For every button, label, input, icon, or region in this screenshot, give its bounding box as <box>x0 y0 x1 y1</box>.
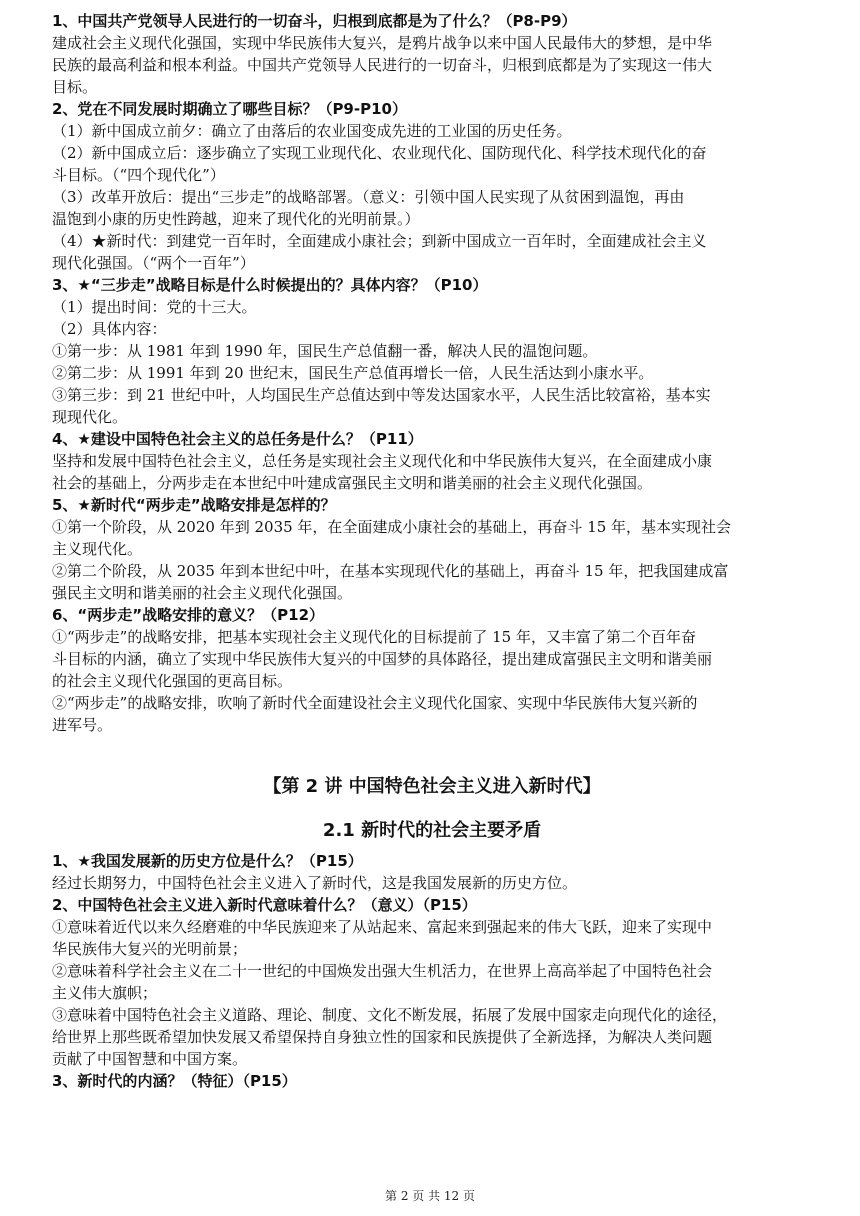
text-line: 现现代化。 <box>52 408 128 426</box>
text-line: ②“两步走”的战略安排，吹响了新时代全面建设社会主义现代化国家、实现中华民族伟大复兴新的 <box>52 694 698 712</box>
page-footer: 第 2 页 共 12 页 <box>385 1189 475 1203</box>
question-heading: 3、新时代的内涵？（特征）（P15） <box>52 1072 297 1090</box>
text-line: ②意味着科学社会主义在二十一世纪的中国焕发出强大生机活力，在世界上高高举起了中国特色社会 <box>52 962 713 980</box>
question-heading: 4、★建设中国特色社会主义的总任务是什么？（P11） <box>52 430 423 448</box>
text-line: ①意味着近代以来久经磨难的中华民族迎来了从站起来、富起来到强起来的伟大飞跃，迎来了实现中 <box>52 918 713 936</box>
text-line: （1）提出时间：党的十三大。 <box>52 298 257 316</box>
question-heading: 2、中国特色社会主义进入新时代意味着什么？（意义）（P15） <box>52 896 477 914</box>
text-line: ①“两步走”的战略安排，把基本实现社会主义现代化的目标提前了 15 年，又丰富了第二个百年奋 <box>52 628 696 646</box>
spacer <box>52 736 812 774</box>
text-line: 强民主文明和谐美丽的社会主义现代化强国。 <box>52 584 353 602</box>
text-line: 社会的基础上，分两步走在本世纪中叶建成富强民主文明和谐美丽的社会主义现代化强国。 <box>52 474 653 492</box>
text-line: 经过长期努力，中国特色社会主义进入了新时代，这是我国发展新的历史方位。 <box>52 874 578 892</box>
text-line: 华民族伟大复兴的光明前景； <box>52 940 248 958</box>
text-line: 斗目标。（“四个现代化”） <box>52 166 225 184</box>
text-line: ①第一个阶段，从 2020 年到 2035 年，在全面建成小康社会的基础上，再奋斗 15 年，基本实现社会 <box>52 518 732 536</box>
text-line: ①第一步：从 1981 年到 1990 年，国民生产总值翻一番，解决人民的温饱问题。 <box>52 342 598 360</box>
text-line: 民族的最高利益和根本利益。中国共产党领导人民进行的一切奋斗，归根到底都是为了实现这一伟大 <box>52 56 713 74</box>
question-heading: 3、★“三步走”战略目标是什么时候提出的？具体内容？（P10） <box>52 276 488 294</box>
text-line: ②第二步：从 1991 年到 20 世纪末，国民生产总值再增长一倍，人民生活达到小康水平。 <box>52 364 654 382</box>
spacer <box>52 800 812 818</box>
question-heading: 5、★新时代“两步走”战略安排是怎样的？ <box>52 496 336 514</box>
text-line: （4）★新时代：到建党一百年时，全面建成小康社会；到新中国成立一百年时，全面建成社会主义 <box>52 232 707 250</box>
text-line: ③第三步：到 21 世纪中叶，人均国民生产总值达到中等发达国家水平，人民生活比较富裕，基本实 <box>52 386 711 404</box>
text-line: 建成社会主义现代化强国，实现中华民族伟大复兴，是鸦片战争以来中国人民最伟大的梦想，是中华 <box>52 34 713 52</box>
text-line: （1）新中国成立前夕：确立了由落后的农业国变成先进的工业国的历史任务。 <box>52 122 572 140</box>
question-heading: 1、中国共产党领导人民进行的一切奋斗，归根到底都是为了什么？（P8-P9） <box>52 12 577 30</box>
text-line: （2）具体内容： <box>52 320 167 338</box>
text-line: 温饱到小康的历史性跨越，迎来了现代化的光明前景。） <box>52 210 420 228</box>
lecture-title: 【第 2 讲 中国特色社会主义进入新时代】 <box>263 776 601 797</box>
text-line: 的社会主义现代化强国的更高目标。 <box>52 672 293 690</box>
document-page <box>52 10 812 1092</box>
text-line: 贡献了中国智慧和中国方案。 <box>52 1050 248 1068</box>
text-line: （2）新中国成立后：逐步确立了实现工业现代化、农业现代化、国防现代化、科学技术现代化的奋 <box>52 144 707 162</box>
text-line: ③意味着中国特色社会主义道路、理论、制度、文化不断发展，拓展了发展中国家走向现代化的途径， <box>52 1006 728 1024</box>
text-line: 给世界上那些既希望加快发展又希望保持自身独立性的国家和民族提供了全新选择，为解决人类问题 <box>52 1028 713 1046</box>
text-line: ②第二个阶段，从 2035 年到本世纪中叶，在基本实现现代化的基础上，再奋斗 15 年，把我国建成富 <box>52 562 729 580</box>
text-line: 现代化强国。（“两个一百年”） <box>52 254 255 272</box>
text-line: 目标。 <box>52 78 98 96</box>
question-heading: 6、“两步走”战略安排的意义？（P12） <box>52 606 325 624</box>
section-title: 2.1 新时代的社会主要矛盾 <box>322 820 542 841</box>
text-line: 坚持和发展中国特色社会主义，总任务是实现社会主义现代化和中华民族伟大复兴，在全面建成小康 <box>52 452 713 470</box>
section-questions-1 <box>52 10 812 736</box>
text-line: 斗目标的内涵，确立了实现中华民族伟大复兴的中国梦的具体路径，提出建成富强民主文明和谐美丽 <box>52 650 713 668</box>
text-line: （3）改革开放后：提出“三步走”的战略部署。（意义：引领中国人民实现了从贫困到温饱，再由 <box>52 188 685 206</box>
section-questions-2 <box>52 850 812 1092</box>
question-heading: 1、★我国发展新的历史方位是什么？（P15） <box>52 852 363 870</box>
text-line: 主义伟大旗帜； <box>52 984 158 1002</box>
text-line: 主义现代化。 <box>52 540 143 558</box>
text-line: 进军号。 <box>52 716 113 734</box>
question-heading: 2、党在不同发展时期确立了哪些目标？（P9-P10） <box>52 100 407 118</box>
